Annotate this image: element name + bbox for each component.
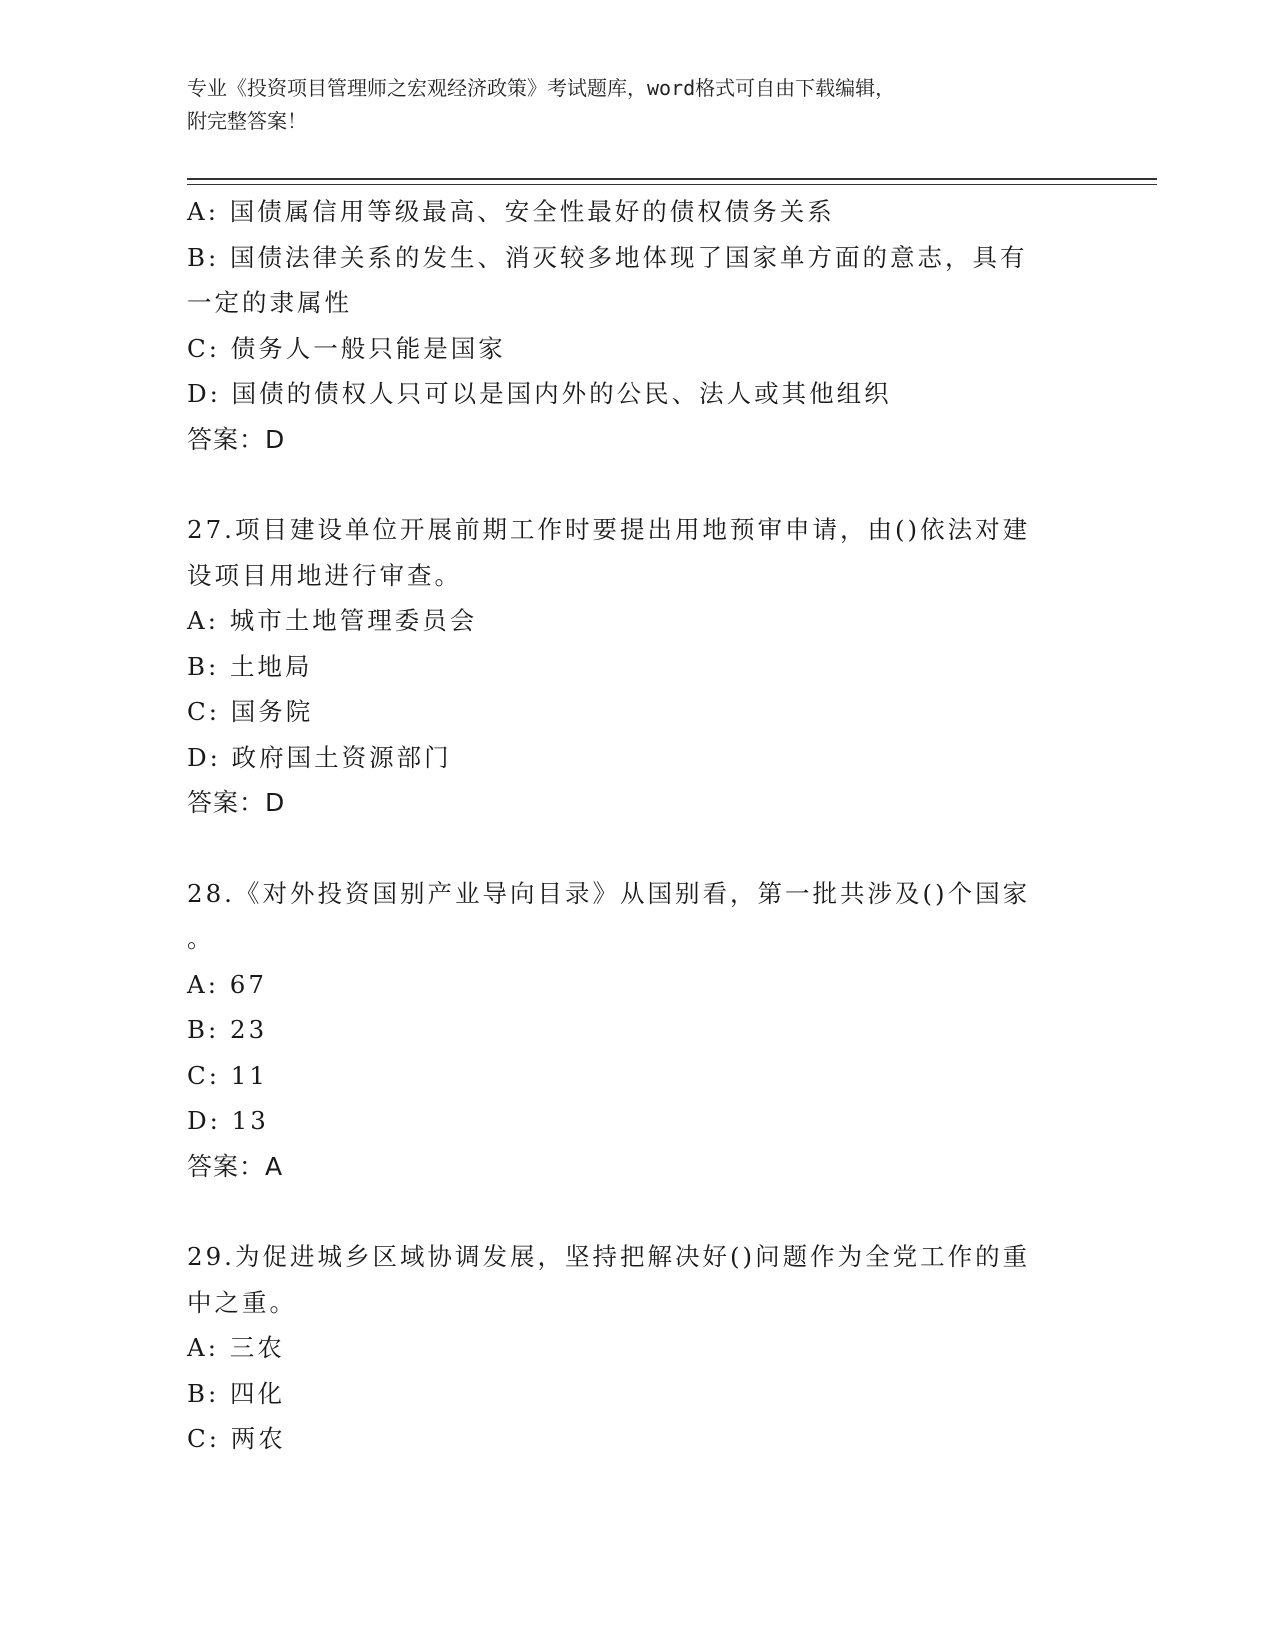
option-b: B: 23 bbox=[187, 1015, 268, 1044]
header-line-1: 专业《投资项目管理师之宏观经济政策》考试题库，word格式可自由下载编辑， bbox=[187, 76, 896, 100]
question-stem: 29.为促进城乡区域协调发展，坚持把解决好()问题作为全党工作的重 bbox=[187, 1242, 1031, 1271]
question-27 bbox=[187, 507, 1077, 826]
option-d: D: 国债的债权人只可以是国内外的公民、法人或其他组织 bbox=[187, 379, 892, 408]
option-c: C: 债务人一般只能是国家 bbox=[187, 333, 506, 363]
option-b: B: 土地局 bbox=[187, 651, 313, 681]
option-a: A: 城市土地管理委员会 bbox=[187, 606, 478, 635]
option-c: C: 11 bbox=[187, 1060, 268, 1090]
question-list bbox=[187, 189, 1077, 1462]
question-26 bbox=[187, 189, 1077, 462]
option-a: A: 三农 bbox=[187, 1333, 285, 1362]
question-29 bbox=[187, 1234, 1077, 1462]
option-b: B: 国债法律关系的发生、消灭较多地体现了国家单方面的意志，具有 bbox=[187, 242, 1028, 272]
question-stem: 27.项目建设单位开展前期工作时要提出用地预审申请，由()依法对建 bbox=[187, 515, 1031, 544]
option-a: A: 67 bbox=[187, 969, 267, 999]
option-b-continued: 一定的隶属性 bbox=[187, 288, 352, 317]
option-d: D: 政府国土资源部门 bbox=[187, 742, 452, 772]
spacer bbox=[187, 826, 1077, 871]
answer: 答案：D bbox=[187, 424, 286, 454]
document-header bbox=[187, 72, 1067, 138]
header-divider-thick bbox=[187, 178, 1157, 180]
option-d: D: 13 bbox=[187, 1106, 269, 1135]
option-c: C: 两农 bbox=[187, 1424, 286, 1453]
question-stem: 28.《对外投资国别产业导向目录》从国别看，第一批共涉及()个国家 bbox=[187, 878, 1031, 908]
question-stem-continued: 。 bbox=[187, 924, 215, 953]
option-c: C: 国务院 bbox=[187, 697, 314, 726]
header-divider-thin bbox=[187, 184, 1157, 185]
spacer bbox=[187, 1189, 1077, 1234]
header-line-2: 附完整答案！ bbox=[187, 109, 307, 133]
answer: 答案：D bbox=[187, 788, 286, 817]
spacer bbox=[187, 462, 1077, 507]
answer: 答案：A bbox=[187, 1151, 284, 1181]
question-28 bbox=[187, 871, 1077, 1190]
question-stem-continued: 中之重。 bbox=[187, 1287, 297, 1317]
option-a: A: 国债属信用等级最高、安全性最好的债权债务关系 bbox=[187, 197, 835, 226]
option-b: B: 四化 bbox=[187, 1378, 286, 1408]
question-stem-continued: 设项目用地进行审查。 bbox=[187, 560, 462, 590]
